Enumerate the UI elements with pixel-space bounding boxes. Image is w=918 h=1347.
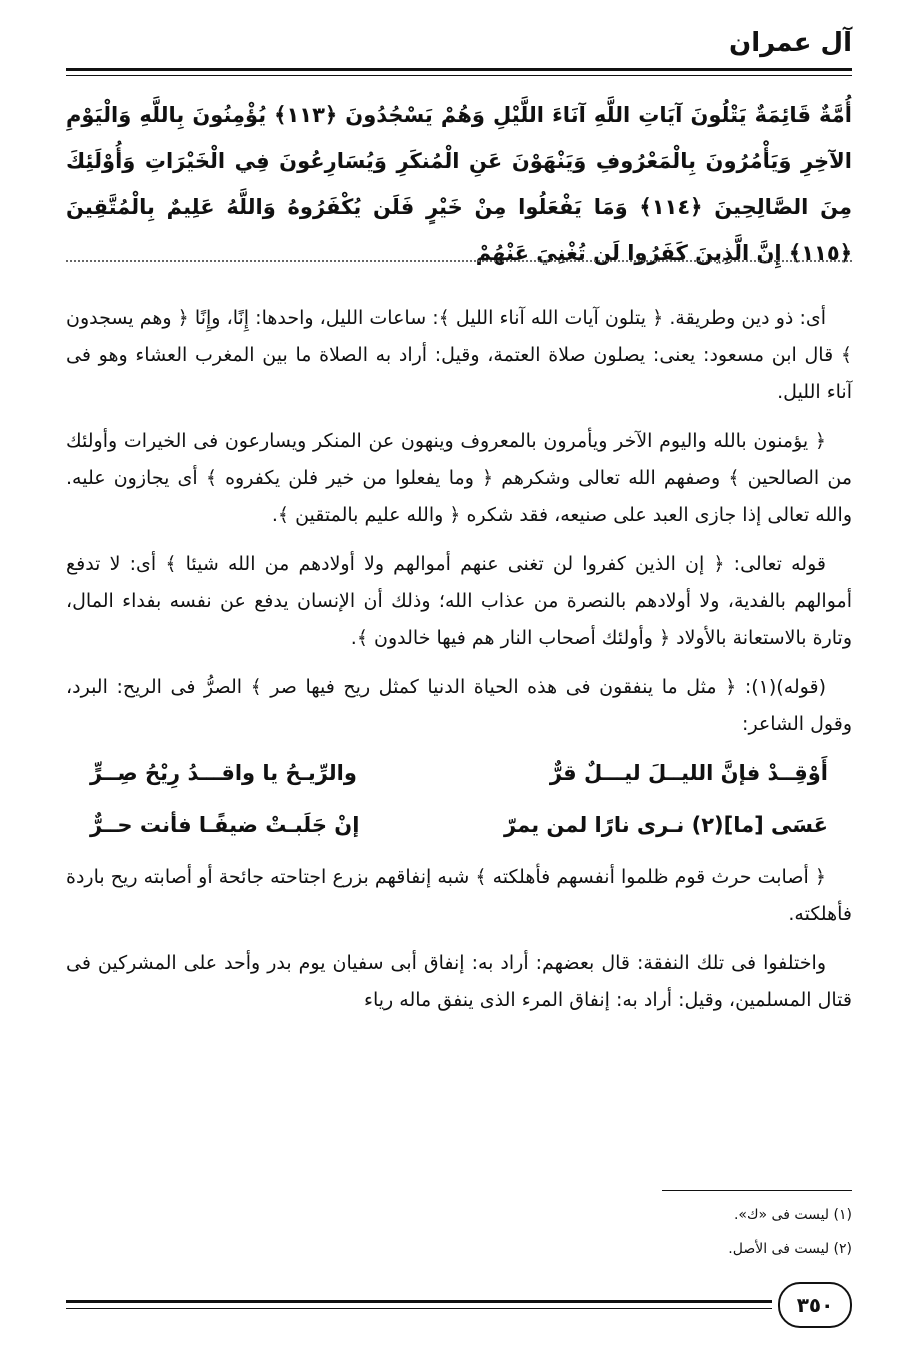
poem-hemistich: عَسَى [ما](٢) نـرى نارًا لمن يمرّ	[504, 813, 828, 837]
poem-verses	[90, 747, 828, 851]
commentary-paragraph: قوله تعالى: ﴿ إن الذين كفروا لن تغنى عنهم أموالهم ولا أولادهم من الله شيئا ﴾ أى: لا تدفع أموالهم بالفدية، ولا أولادهم بالنصرة من عذاب الله؛ وذلك أن الإنسان يدفع عن نفسه بفداء المال، وتارة بالاستعانة بالأولاد ﴿ وأولئك أصحاب النار هم فيها خالدون ﴾.	[66, 553, 852, 649]
book-page	[66, 20, 852, 1330]
commentary-paragraph: ﴿ أصابت حرث قوم ظلموا أنفسهم فأهلكته ﴾ شبه إنفاقهم بزرع اجتاحته جائحة أو أصابته ريح باردة فأهلكته.	[66, 866, 852, 925]
footnote: (١) ليست فى «ك».	[733, 1207, 852, 1223]
page-footer	[66, 1282, 852, 1328]
commentary-paragraph: (قوله)(١): ﴿ مثل ما ينفقون فى هذه الحياة الدنيا كمثل ريح فيها صر ﴾ الصرُّ فى الريح: البرد، وقول الشاعر:	[66, 676, 852, 735]
footer-rule-thick	[66, 1300, 772, 1303]
footnotes	[66, 1198, 852, 1266]
page-number: ٣٥٠	[778, 1282, 852, 1328]
footer-rule-thin	[66, 1308, 772, 1309]
footnote-rule	[662, 1190, 852, 1191]
poem-hemistich: إنْ جَلَبـتْ ضيفًـا فأنت حــرٌّ	[90, 813, 360, 837]
commentary	[66, 300, 852, 1031]
poem-hemistich: والرِّيـحُ يا واقـــدُ رِيْحُ صِــرٍّ	[90, 761, 357, 785]
commentary-paragraph: أى: ذو دين وطريقة. ﴿ يتلون آيات الله آناء الليل ﴾: ساعات الليل، واحدها: إِنًا، وإِنًا ﴿ وهم يسجدون ﴾ قال ابن مسعود: يعنى: يصلون صلاة العتمة، وقيل: أراد به الصلاة ما بين المغرب العشاء وهو فى آناء الليل.	[66, 307, 852, 403]
dotted-divider	[66, 260, 852, 262]
quran-verses: أُمَّةٌ قَائِمَةٌ يَتْلُونَ آيَاتِ اللَّهِ آنَاءَ اللَّيْلِ وَهُمْ يَسْجُدُونَ ﴿١١٣﴾ يُؤْمِنُونَ بِاللَّهِ وَالْيَوْمِ الآخِرِ وَيَأْمُرُونَ بِالْمَعْرُوفِ وَيَنْهَوْنَ عَنِ الْمُنكَرِ وَيُسَارِعُونَ فِي الْخَيْرَاتِ وَأُوْلَئِكَ مِنَ الصَّالِحِينَ ﴿١١٤﴾ وَمَا يَفْعَلُوا مِنْ خَيْرٍ فَلَن يُكْفَرُوهُ وَاللَّهُ عَلِيمٌ بِالْمُتَّقِينَ ﴿١١٥﴾ إِنَّ الَّذِينَ كَفَرُوا لَن تُغْنِيَ عَنْهُمْ	[66, 103, 852, 265]
surah-title: آل عمران	[729, 28, 852, 58]
header-rule-thin	[66, 75, 852, 76]
commentary-paragraph: واختلفوا فى تلك النفقة: قال بعضهم: أراد به: إنفاق أبى سفيان يوم بدر وأحد على المشركين فى قتال المسلمين، وقيل: أراد به: إنفاق المرء الذى ينفق ماله رياء	[66, 952, 852, 1011]
poem-hemistich: أَوْقِــدْ فإنَّ الليــلَ ليـــلٌ قرٌّ	[549, 761, 828, 785]
commentary-paragraph: ﴿ يؤمنون بالله واليوم الآخر ويأمرون بالمعروف وينهون عن المنكر ويسارعون فى الخيرات وأولئك من الصالحين ﴾ وصفهم الله تعالى وشكرهم ﴿ وما يفعلوا من خير فلن يكفروه ﴾ أى يجازون عليه. والله تعالى إذا جازى العبد على صنيعه، فقد شكره ﴿ والله عليم بالمتقين ﴾.	[66, 430, 852, 526]
header-rule-thick	[66, 68, 852, 71]
footnote: (٢) ليست فى الأصل.	[728, 1241, 852, 1257]
